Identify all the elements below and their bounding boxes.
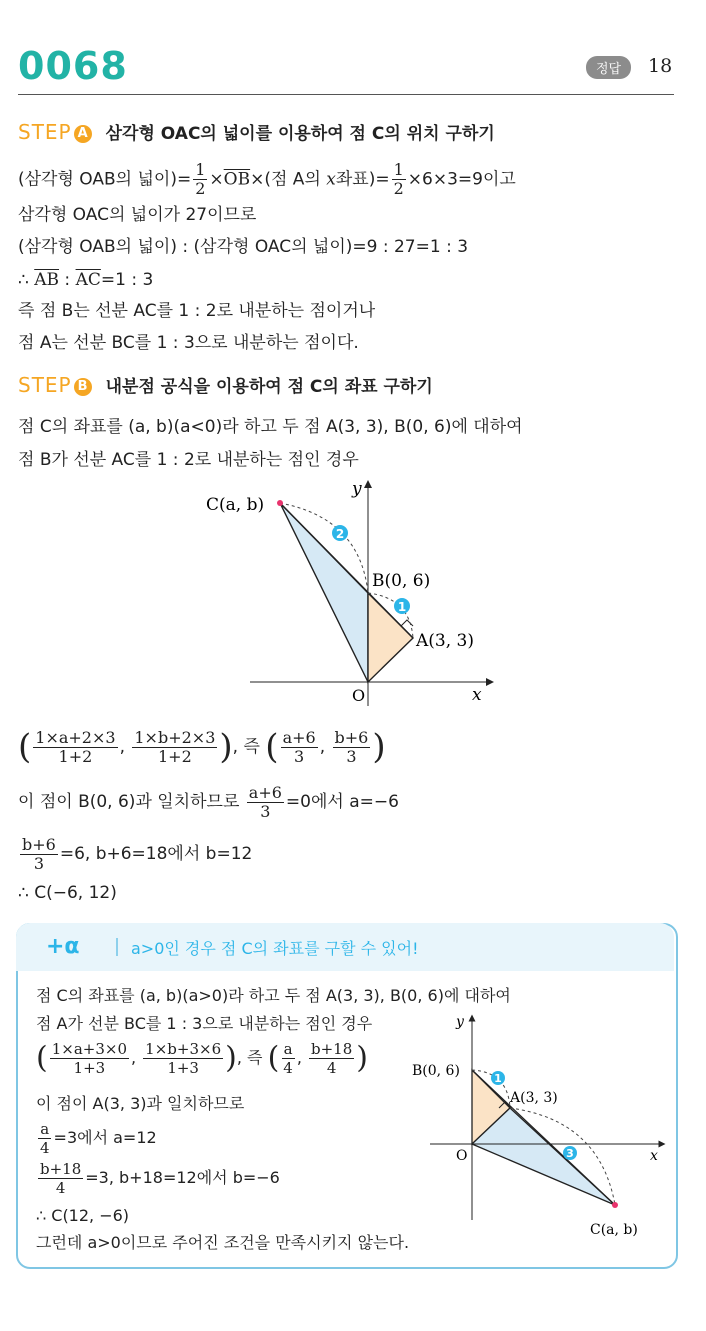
step-a-line-5: 즉 점 B는 선분 AC를 1 : 2로 내분하는 점이거나 xyxy=(18,301,376,321)
paren-open: ( xyxy=(267,1040,280,1076)
denominator: 4 xyxy=(40,1139,50,1157)
label-y: y xyxy=(456,1014,464,1030)
fraction-y xyxy=(143,1040,223,1077)
fraction-x xyxy=(33,729,117,766)
triangle-obc xyxy=(280,503,368,682)
fraction-y2 xyxy=(309,1040,354,1077)
fraction-b6 xyxy=(20,836,58,873)
numerator: 1×a+3×0 xyxy=(51,1040,127,1058)
label-o: O xyxy=(456,1148,468,1164)
figure-2-diagram xyxy=(410,1010,670,1242)
step-a-title: 삼각형 OAC의 넓이를 이용하여 점 C의 위치 구하기 xyxy=(105,124,495,144)
fraction-b18 xyxy=(38,1160,83,1197)
step-a-label: STEP xyxy=(18,120,72,144)
numerator: 1×b+2×3 xyxy=(134,727,216,747)
segment-ob: $\overline{OB}$ xyxy=(223,169,251,190)
step-b-line-5 xyxy=(18,834,252,874)
text-fragment: =3, b+18=12에서 b=−6 xyxy=(85,1168,280,1187)
step-b-label: STEP xyxy=(18,373,72,397)
denominator: 1+2 xyxy=(157,746,192,766)
therefore: ∴ xyxy=(18,270,35,290)
fraction-y2 xyxy=(333,729,371,766)
numerator: a+6 xyxy=(282,727,316,747)
denominator: 3 xyxy=(33,853,44,873)
numerator: 1×b+3×6 xyxy=(145,1040,222,1058)
denominator: 1+3 xyxy=(167,1059,199,1077)
text-fragment: 이 점이 B(0, 6)과 일치하므로 xyxy=(18,792,240,812)
fraction-a6 xyxy=(247,784,284,821)
header-divider xyxy=(18,94,674,95)
label-c: C(a, b) xyxy=(206,495,265,515)
plus-line-4: 이 점이 A(3, 3)과 일치하므로 xyxy=(36,1094,245,1113)
numerator: a xyxy=(40,1120,50,1138)
denominator: 3 xyxy=(294,746,305,766)
label-o: O xyxy=(352,686,366,705)
paren-open: ( xyxy=(36,1040,48,1076)
numerator: 1 xyxy=(195,160,206,179)
jeuk-text: 즉 xyxy=(243,737,260,757)
plus-alpha-icon: +α xyxy=(46,934,80,959)
step-b-title: 내분점 공식을 이용하여 점 C의 좌표 구하기 xyxy=(105,377,433,397)
plus-formula: ( $\frac{1\times a+3\times 0}{1+3}$ , $\frac{1\times b+3\times 6}{1+3}$ ), 즉 ( $\frac{a}{4}$ , $\frac{b+18}{4}$ ) xyxy=(36,1040,368,1077)
mark-2-label: 2 xyxy=(335,527,345,541)
text-fragment: =3에서 a=12 xyxy=(53,1128,157,1147)
jeuk-text: 즉 xyxy=(247,1048,263,1067)
plus-line-7: ∴ C(12, −6) xyxy=(36,1206,130,1225)
text-fragment: ×6×3=9이고 xyxy=(407,169,516,190)
paren-close: ) xyxy=(225,1040,237,1076)
fraction-a4 xyxy=(38,1120,52,1157)
fraction-x xyxy=(50,1040,129,1077)
plus-alpha-separator xyxy=(116,938,118,956)
fraction-y xyxy=(132,729,217,766)
fraction-half xyxy=(193,161,207,198)
numerator: 1×a+2×3 xyxy=(35,727,116,747)
numerator: a+6 xyxy=(248,782,282,802)
paren-close: ) xyxy=(219,727,233,767)
step-b-line-6: ∴ C(−6, 12) xyxy=(18,883,117,903)
label-y: y xyxy=(352,479,362,499)
label-b: B(0, 6) xyxy=(412,1063,460,1079)
paren-close: ) xyxy=(356,1040,368,1076)
text-fragment: (삼각형 OAB의 넓이)= xyxy=(18,169,192,190)
denominator: 3 xyxy=(346,746,357,766)
text-fragment: =1 : 3 xyxy=(100,270,154,290)
mark-1-label: 1 xyxy=(494,1072,502,1085)
label-x: x xyxy=(472,685,482,705)
text-fragment: =0에서 a=−6 xyxy=(285,792,399,812)
mark-1-label: 1 xyxy=(397,600,407,614)
denominator: 4 xyxy=(326,1059,337,1077)
label-b: B(0, 6) xyxy=(372,571,431,591)
numerator: b+6 xyxy=(334,727,369,747)
step-a-letter: A xyxy=(74,125,92,143)
denominator: 4 xyxy=(55,1179,66,1197)
label-a: A(3, 3) xyxy=(510,1090,558,1106)
step-b-heading xyxy=(18,374,433,398)
step-a-line-6: 점 A는 선분 BC를 1 : 3으로 내분하는 점이다. xyxy=(18,333,359,353)
point-c-dot xyxy=(277,500,283,506)
step-a-line-1 xyxy=(18,161,516,198)
numerator: a xyxy=(283,1040,293,1058)
label-c: C(a, b) xyxy=(590,1222,638,1238)
paren-open: ( xyxy=(265,727,279,767)
segment-ac: $\overline{AC}$ xyxy=(75,270,101,290)
text-fragment: 좌표)= xyxy=(335,169,390,190)
figure-1-diagram xyxy=(200,478,500,710)
denominator: 2 xyxy=(393,179,404,198)
denominator: 2 xyxy=(195,179,206,198)
step-a-heading xyxy=(18,121,495,145)
segment-ab: $\overline{AB}$ xyxy=(34,270,60,290)
text-fragment: ×(점 A의 xyxy=(250,169,327,190)
ratio-colon: : xyxy=(59,270,76,290)
plus-line-2: 점 A가 선분 BC를 1 : 3으로 내분하는 점인 경우 xyxy=(36,1014,373,1033)
fraction-half xyxy=(392,161,406,198)
var-x: x xyxy=(326,169,336,190)
denominator: 1+3 xyxy=(73,1059,106,1077)
plus-line-1: 점 C의 좌표를 (a, b)(a>0)라 하고 두 점 A(3, 3), B(0, 6)에 대하여 xyxy=(36,986,511,1005)
step-b-line-1: 점 C의 좌표를 (a, b)(a<0)라 하고 두 점 A(3, 3), B(0, 6)에 대하여 xyxy=(18,417,523,437)
step-b-line-2: 점 B가 선분 AC를 1 : 2로 내분하는 점인 경우 xyxy=(18,450,359,470)
label-x: x xyxy=(650,1148,658,1164)
answer-page-ref: 18 xyxy=(648,55,673,77)
step-a-line-2: 삼각형 OAC의 넓이가 27이므로 xyxy=(18,205,257,225)
plus-line-5 xyxy=(36,1118,157,1158)
step-b-formula: ( $\frac{1\times a+2\times 3}{1+2}$ , $\frac{1\times b+2\times 3}{1+2}$ ), 즉 ( $\frac{a+6}{3}$ , $\frac{b+6}{3}$ ) xyxy=(18,727,386,767)
text-fragment: =6, b+6=18에서 b=12 xyxy=(59,844,253,864)
fraction-x2 xyxy=(281,729,318,766)
plus-line-6 xyxy=(36,1158,280,1198)
right-angle-mark xyxy=(401,620,413,626)
times-sign: × xyxy=(209,169,224,190)
numerator: b+6 xyxy=(22,834,56,854)
point-c-dot xyxy=(612,1202,618,1208)
numerator: b+18 xyxy=(40,1160,82,1178)
problem-number: 0068 xyxy=(18,44,128,88)
denominator: 3 xyxy=(260,801,271,821)
step-b-letter: B xyxy=(74,378,92,396)
denominator: 4 xyxy=(283,1059,293,1077)
step-a-line-4 xyxy=(18,269,153,291)
step-b-line-4 xyxy=(18,782,399,822)
plus-line-8: 그런데 a>0이므로 주어진 조건을 만족시키지 않는다. xyxy=(36,1233,410,1252)
fraction-x2 xyxy=(281,1040,295,1077)
paren-close: ) xyxy=(372,727,386,767)
numerator: b+18 xyxy=(311,1040,353,1058)
mark-3-label: 3 xyxy=(566,1147,574,1160)
label-a: A(3, 3) xyxy=(416,631,474,651)
denominator: 1+2 xyxy=(58,746,93,766)
plus-alpha-title: a>0인 경우 점 C의 좌표를 구할 수 있어! xyxy=(131,939,419,958)
answer-badge: 정답 xyxy=(586,56,631,79)
step-a-line-3: (삼각형 OAB의 넓이) : (삼각형 OAC의 넓이)=9 : 27=1 : 3 xyxy=(18,237,469,257)
numerator: 1 xyxy=(393,160,404,179)
paren-open: ( xyxy=(18,727,32,767)
